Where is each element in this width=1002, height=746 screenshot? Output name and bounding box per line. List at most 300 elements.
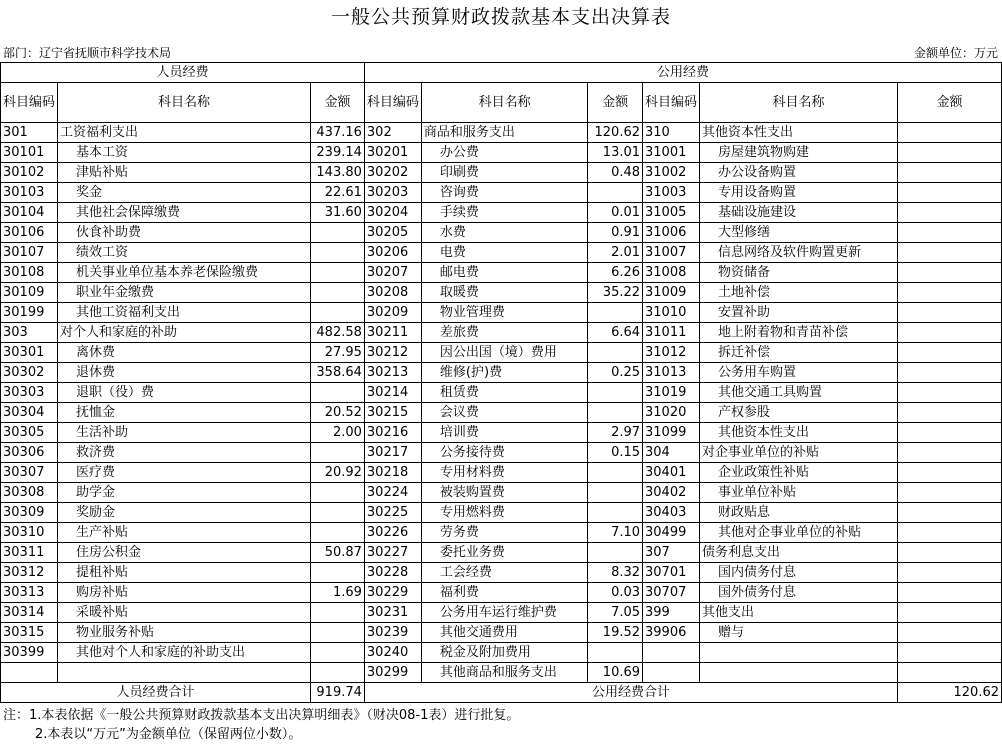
cell-code-1: 30305 <box>1 423 58 443</box>
cell-code-1: 30311 <box>1 543 58 563</box>
cell-amount-1 <box>311 443 365 463</box>
col-name-1: 科目名称 <box>58 83 311 123</box>
personnel-total-label: 人员经费合计 <box>1 683 311 703</box>
cell-amount-1 <box>311 503 365 523</box>
cell-code-3: 31012 <box>643 343 700 363</box>
cell-name-1: 助学金 <box>58 483 311 503</box>
cell-amount-3 <box>898 583 1002 603</box>
cell-name-3: 其他交通工具购置 <box>700 383 898 403</box>
cell-name-2: 其他交通费用 <box>421 623 587 643</box>
cell-amount-3 <box>898 523 1002 543</box>
cell-code-3: 31019 <box>643 383 700 403</box>
cell-name-3: 基础设施建设 <box>700 203 898 223</box>
cell-amount-1: 27.95 <box>311 343 365 363</box>
cell-code-3: 31001 <box>643 143 700 163</box>
cell-code-2: 30240 <box>364 643 421 663</box>
cell-code-1: 30107 <box>1 243 58 263</box>
col-code-2: 科目编码 <box>364 83 421 123</box>
table-body <box>1 123 1002 683</box>
expenditure-table <box>0 62 1002 703</box>
cell-amount-1 <box>311 283 365 303</box>
cell-name-2: 差旅费 <box>421 323 587 343</box>
cell-code-1: 30399 <box>1 643 58 663</box>
table-row <box>1 603 1002 623</box>
cell-amount-2: 120.62 <box>588 123 643 143</box>
cell-amount-1 <box>311 263 365 283</box>
cell-name-2: 公务接待费 <box>421 443 587 463</box>
col-name-3: 科目名称 <box>700 83 898 123</box>
cell-amount-3 <box>898 543 1002 563</box>
unit-label: 金额单位：万元 <box>913 46 998 60</box>
cell-amount-3 <box>898 403 1002 423</box>
cell-name-2: 专用燃料费 <box>421 503 587 523</box>
cell-amount-1: 22.61 <box>311 183 365 203</box>
cell-name-2: 其他商品和服务支出 <box>421 663 587 683</box>
cell-code-3: 310 <box>643 123 700 143</box>
cell-name-3: 办公设备购置 <box>700 163 898 183</box>
table-row <box>1 503 1002 523</box>
cell-name-1: 奖励金 <box>58 503 311 523</box>
cell-amount-1 <box>311 523 365 543</box>
col-amount-2: 金额 <box>588 83 643 123</box>
table-row <box>1 283 1002 303</box>
table-row <box>1 243 1002 263</box>
cell-code-1: 30313 <box>1 583 58 603</box>
cell-name-2: 物业管理费 <box>421 303 587 323</box>
cell-amount-1 <box>311 243 365 263</box>
cell-name-2: 被装购置费 <box>421 483 587 503</box>
cell-code-2: 30205 <box>364 223 421 243</box>
cell-code-3: 30403 <box>643 503 700 523</box>
cell-name-3: 物资储备 <box>700 263 898 283</box>
cell-code-1: 30302 <box>1 363 58 383</box>
table-row <box>1 183 1002 203</box>
cell-name-2: 福利费 <box>421 583 587 603</box>
cell-amount-3 <box>898 343 1002 363</box>
table-row <box>1 643 1002 663</box>
cell-code-1: 30109 <box>1 283 58 303</box>
cell-amount-1 <box>311 483 365 503</box>
table-row <box>1 383 1002 403</box>
cell-amount-2 <box>588 643 643 663</box>
personnel-header: 人员经费 <box>1 63 365 83</box>
table-row <box>1 123 1002 143</box>
cell-amount-3 <box>898 663 1002 683</box>
cell-name-3: 大型修缮 <box>700 223 898 243</box>
cell-name-1 <box>58 663 311 683</box>
cell-code-2: 30203 <box>364 183 421 203</box>
cell-name-2: 取暖费 <box>421 283 587 303</box>
cell-code-2: 30218 <box>364 463 421 483</box>
cell-code-2: 30211 <box>364 323 421 343</box>
cell-code-3: 31007 <box>643 243 700 263</box>
cell-code-2: 30229 <box>364 583 421 603</box>
table-row <box>1 543 1002 563</box>
cell-code-3: 31005 <box>643 203 700 223</box>
cell-name-1: 退休费 <box>58 363 311 383</box>
cell-name-1: 退职（役）费 <box>58 383 311 403</box>
cell-amount-1: 1.69 <box>311 583 365 603</box>
cell-amount-2: 0.48 <box>588 163 643 183</box>
cell-code-2: 30208 <box>364 283 421 303</box>
cell-amount-2: 6.64 <box>588 323 643 343</box>
table-row <box>1 663 1002 683</box>
totals-row <box>1 683 1002 703</box>
cell-amount-1 <box>311 643 365 663</box>
cell-amount-3 <box>898 563 1002 583</box>
cell-name-2: 商品和服务支出 <box>421 123 587 143</box>
cell-name-3: 土地补偿 <box>700 283 898 303</box>
table-row <box>1 423 1002 443</box>
cell-amount-2 <box>588 383 643 403</box>
cell-amount-2: 19.52 <box>588 623 643 643</box>
cell-amount-3 <box>898 323 1002 343</box>
cell-amount-2 <box>588 403 643 423</box>
cell-name-1: 购房补贴 <box>58 583 311 603</box>
cell-amount-1 <box>311 603 365 623</box>
cell-name-2: 手续费 <box>421 203 587 223</box>
cell-code-3: 399 <box>643 603 700 623</box>
cell-code-1: 30199 <box>1 303 58 323</box>
cell-code-3: 31010 <box>643 303 700 323</box>
cell-code-3: 31009 <box>643 283 700 303</box>
cell-amount-3 <box>898 643 1002 663</box>
cell-name-2: 劳务费 <box>421 523 587 543</box>
cell-amount-3 <box>898 303 1002 323</box>
cell-amount-1 <box>311 383 365 403</box>
table-row <box>1 443 1002 463</box>
table-row <box>1 343 1002 363</box>
table-row <box>1 163 1002 183</box>
cell-code-2: 30216 <box>364 423 421 443</box>
cell-amount-2: 6.26 <box>588 263 643 283</box>
cell-name-1: 物业服务补贴 <box>58 623 311 643</box>
cell-code-2: 30215 <box>364 403 421 423</box>
cell-code-1: 30309 <box>1 503 58 523</box>
cell-amount-2: 0.25 <box>588 363 643 383</box>
notes <box>3 706 519 744</box>
table-row <box>1 463 1002 483</box>
cell-code-1: 30303 <box>1 383 58 403</box>
cell-code-1: 30102 <box>1 163 58 183</box>
cell-code-1: 30315 <box>1 623 58 643</box>
cell-code-3: 39906 <box>643 623 700 643</box>
cell-code-1: 30304 <box>1 403 58 423</box>
cell-name-1: 抚恤金 <box>58 403 311 423</box>
cell-amount-3 <box>898 263 1002 283</box>
cell-amount-1: 437.16 <box>311 123 365 143</box>
cell-amount-1 <box>311 303 365 323</box>
cell-code-3: 30499 <box>643 523 700 543</box>
cell-code-1: 30306 <box>1 443 58 463</box>
cell-name-1: 工资福利支出 <box>58 123 311 143</box>
cell-name-3: 地上附着物和青苗补偿 <box>700 323 898 343</box>
cell-name-3: 对企事业单位的补贴 <box>700 443 898 463</box>
note-1: 注：1.本表依据《一般公共预算财政拨款基本支出决算明细表》（财决08-1表）进行批复。 <box>3 708 520 723</box>
cell-code-2: 30239 <box>364 623 421 643</box>
cell-name-2: 工会经费 <box>421 563 587 583</box>
cell-amount-2 <box>588 303 643 323</box>
cell-code-2: 30213 <box>364 363 421 383</box>
cell-name-1: 职业年金缴费 <box>58 283 311 303</box>
cell-code-1: 30314 <box>1 603 58 623</box>
cell-code-3: 31099 <box>643 423 700 443</box>
cell-amount-1: 358.64 <box>311 363 365 383</box>
cell-amount-3 <box>898 423 1002 443</box>
cell-amount-1: 31.60 <box>311 203 365 223</box>
cell-code-2: 30202 <box>364 163 421 183</box>
cell-name-3 <box>700 643 898 663</box>
cell-name-1: 基本工资 <box>58 143 311 163</box>
cell-name-3: 财政贴息 <box>700 503 898 523</box>
table-row <box>1 403 1002 423</box>
cell-amount-1: 50.87 <box>311 543 365 563</box>
cell-amount-3 <box>898 383 1002 403</box>
cell-code-2: 30207 <box>364 263 421 283</box>
cell-name-1: 伙食补助费 <box>58 223 311 243</box>
cell-amount-3 <box>898 503 1002 523</box>
col-name-2: 科目名称 <box>421 83 587 123</box>
cell-amount-3 <box>898 203 1002 223</box>
cell-code-3: 31011 <box>643 323 700 343</box>
cell-code-1 <box>1 663 58 683</box>
cell-name-2: 公务用车运行维护费 <box>421 603 587 623</box>
cell-name-3: 专用设备购置 <box>700 183 898 203</box>
cell-name-1: 医疗费 <box>58 463 311 483</box>
cell-amount-3 <box>898 183 1002 203</box>
col-amount-1: 金额 <box>311 83 365 123</box>
cell-amount-2 <box>588 183 643 203</box>
cell-code-3: 304 <box>643 443 700 463</box>
cell-amount-2 <box>588 463 643 483</box>
cell-amount-2: 10.69 <box>588 663 643 683</box>
cell-name-1: 其他工资福利支出 <box>58 303 311 323</box>
public-total-value: 120.62 <box>898 683 1002 703</box>
cell-name-2: 印刷费 <box>421 163 587 183</box>
cell-name-2: 税金及附加费用 <box>421 643 587 663</box>
cell-code-1: 30312 <box>1 563 58 583</box>
table-row <box>1 303 1002 323</box>
cell-amount-3 <box>898 603 1002 623</box>
cell-code-2: 30299 <box>364 663 421 683</box>
cell-code-2: 30214 <box>364 383 421 403</box>
cell-amount-2: 0.91 <box>588 223 643 243</box>
cell-code-3: 30707 <box>643 583 700 603</box>
cell-amount-3 <box>898 123 1002 143</box>
cell-code-1: 30104 <box>1 203 58 223</box>
table-row <box>1 203 1002 223</box>
cell-name-1: 绩效工资 <box>58 243 311 263</box>
cell-name-2: 邮电费 <box>421 263 587 283</box>
cell-code-1: 301 <box>1 123 58 143</box>
cell-name-2: 委托业务费 <box>421 543 587 563</box>
cell-name-2: 咨询费 <box>421 183 587 203</box>
cell-amount-3 <box>898 623 1002 643</box>
cell-code-1: 30101 <box>1 143 58 163</box>
cell-amount-2: 2.97 <box>588 423 643 443</box>
cell-name-2: 维修(护)费 <box>421 363 587 383</box>
cell-name-1: 提租补贴 <box>58 563 311 583</box>
cell-name-3: 信息网络及软件购置更新 <box>700 243 898 263</box>
cell-name-3: 其他对企事业单位的补贴 <box>700 523 898 543</box>
cell-name-1: 奖金 <box>58 183 311 203</box>
cell-name-3: 赠与 <box>700 623 898 643</box>
cell-amount-1: 239.14 <box>311 143 365 163</box>
cell-name-2: 电费 <box>421 243 587 263</box>
cell-code-2: 30226 <box>364 523 421 543</box>
cell-amount-2 <box>588 543 643 563</box>
table-row <box>1 223 1002 243</box>
cell-amount-3 <box>898 163 1002 183</box>
cell-amount-3 <box>898 243 1002 263</box>
report-title: 一般公共预算财政拨款基本支出决算表 <box>330 6 671 28</box>
cell-name-3: 房屋建筑物购建 <box>700 143 898 163</box>
cell-amount-3 <box>898 223 1002 243</box>
table-row <box>1 363 1002 383</box>
cell-amount-2 <box>588 483 643 503</box>
cell-code-2: 30206 <box>364 243 421 263</box>
cell-amount-3 <box>898 283 1002 303</box>
cell-code-3: 31020 <box>643 403 700 423</box>
cell-amount-2 <box>588 343 643 363</box>
cell-code-2: 30209 <box>364 303 421 323</box>
cell-amount-1: 482.58 <box>311 323 365 343</box>
cell-amount-3 <box>898 463 1002 483</box>
cell-amount-2 <box>588 503 643 523</box>
cell-name-3: 其他支出 <box>700 603 898 623</box>
cell-amount-3 <box>898 363 1002 383</box>
cell-name-1: 救济费 <box>58 443 311 463</box>
cell-name-1: 机关事业单位基本养老保险缴费 <box>58 263 311 283</box>
col-amount-3: 金额 <box>898 83 1002 123</box>
cell-code-3: 31003 <box>643 183 700 203</box>
cell-amount-2: 13.01 <box>588 143 643 163</box>
cell-code-1: 30103 <box>1 183 58 203</box>
cell-name-3 <box>700 663 898 683</box>
cell-name-3: 债务利息支出 <box>700 543 898 563</box>
cell-code-3: 31006 <box>643 223 700 243</box>
cell-name-3: 企业政策性补贴 <box>700 463 898 483</box>
cell-name-3: 其他资本性支出 <box>700 423 898 443</box>
group-header-row <box>1 63 1002 83</box>
public-header: 公用经费 <box>364 63 1001 83</box>
cell-code-2: 30201 <box>364 143 421 163</box>
cell-amount-2: 35.22 <box>588 283 643 303</box>
cell-code-3: 31002 <box>643 163 700 183</box>
table-row <box>1 523 1002 543</box>
cell-code-3 <box>643 663 700 683</box>
cell-name-1: 其他对个人和家庭的补助支出 <box>58 643 311 663</box>
cell-name-3: 公务用车购置 <box>700 363 898 383</box>
cell-code-1: 30308 <box>1 483 58 503</box>
cell-code-2: 30231 <box>364 603 421 623</box>
cell-code-3: 31008 <box>643 263 700 283</box>
table-row <box>1 323 1002 343</box>
cell-code-1: 30108 <box>1 263 58 283</box>
column-header-row <box>1 83 1002 123</box>
cell-name-2: 租赁费 <box>421 383 587 403</box>
cell-amount-2: 0.01 <box>588 203 643 223</box>
cell-code-1: 30106 <box>1 223 58 243</box>
public-total-label: 公用经费合计 <box>364 683 897 703</box>
cell-name-1: 生活补助 <box>58 423 311 443</box>
cell-name-1: 其他社会保障缴费 <box>58 203 311 223</box>
cell-code-1: 30307 <box>1 463 58 483</box>
cell-code-2: 30227 <box>364 543 421 563</box>
cell-code-3: 30701 <box>643 563 700 583</box>
table-row <box>1 263 1002 283</box>
cell-code-3: 30401 <box>643 463 700 483</box>
cell-amount-2: 8.32 <box>588 563 643 583</box>
table-row <box>1 583 1002 603</box>
cell-amount-2: 2.01 <box>588 243 643 263</box>
cell-amount-1 <box>311 563 365 583</box>
cell-amount-3 <box>898 143 1002 163</box>
cell-code-2: 30204 <box>364 203 421 223</box>
cell-amount-1: 20.52 <box>311 403 365 423</box>
cell-amount-1 <box>311 623 365 643</box>
cell-amount-2: 0.15 <box>588 443 643 463</box>
cell-name-3: 国内债务付息 <box>700 563 898 583</box>
cell-name-1: 采暖补贴 <box>58 603 311 623</box>
cell-amount-1: 2.00 <box>311 423 365 443</box>
cell-name-2: 专用材料费 <box>421 463 587 483</box>
cell-amount-2: 7.10 <box>588 523 643 543</box>
col-code-1: 科目编码 <box>1 83 58 123</box>
cell-code-2: 30212 <box>364 343 421 363</box>
cell-code-3: 307 <box>643 543 700 563</box>
cell-code-3: 31013 <box>643 363 700 383</box>
cell-code-2: 30217 <box>364 443 421 463</box>
cell-name-2: 培训费 <box>421 423 587 443</box>
cell-code-1: 303 <box>1 323 58 343</box>
cell-name-1: 津贴补贴 <box>58 163 311 183</box>
cell-code-2: 30228 <box>364 563 421 583</box>
department-label: 部门：辽宁省抚顺市科学技术局 <box>3 46 172 60</box>
note-2: 2.本表以“万元”为金额单位（保留两位小数）。 <box>35 727 302 742</box>
cell-code-2: 30224 <box>364 483 421 503</box>
cell-code-3 <box>643 643 700 663</box>
cell-name-2: 办公费 <box>421 143 587 163</box>
cell-amount-1: 20.92 <box>311 463 365 483</box>
cell-code-2: 30225 <box>364 503 421 523</box>
table-row <box>1 483 1002 503</box>
cell-name-3: 拆迁补偿 <box>700 343 898 363</box>
cell-name-1: 离休费 <box>58 343 311 363</box>
cell-name-2: 因公出国（境）费用 <box>421 343 587 363</box>
personnel-total-value: 919.74 <box>311 683 365 703</box>
table-row <box>1 143 1002 163</box>
cell-amount-2: 0.03 <box>588 583 643 603</box>
table-row <box>1 623 1002 643</box>
cell-name-3: 国外债务付息 <box>700 583 898 603</box>
cell-name-2: 会议费 <box>421 403 587 423</box>
table-row <box>1 563 1002 583</box>
cell-name-3: 安置补助 <box>700 303 898 323</box>
cell-amount-3 <box>898 443 1002 463</box>
cell-amount-3 <box>898 483 1002 503</box>
cell-name-1: 生产补贴 <box>58 523 311 543</box>
cell-amount-2: 7.05 <box>588 603 643 623</box>
cell-amount-1: 143.80 <box>311 163 365 183</box>
cell-name-3: 事业单位补贴 <box>700 483 898 503</box>
cell-name-2: 水费 <box>421 223 587 243</box>
cell-name-1: 对个人和家庭的补助 <box>58 323 311 343</box>
cell-code-3: 30402 <box>643 483 700 503</box>
cell-amount-1 <box>311 223 365 243</box>
cell-code-1: 30310 <box>1 523 58 543</box>
cell-name-3: 产权参股 <box>700 403 898 423</box>
